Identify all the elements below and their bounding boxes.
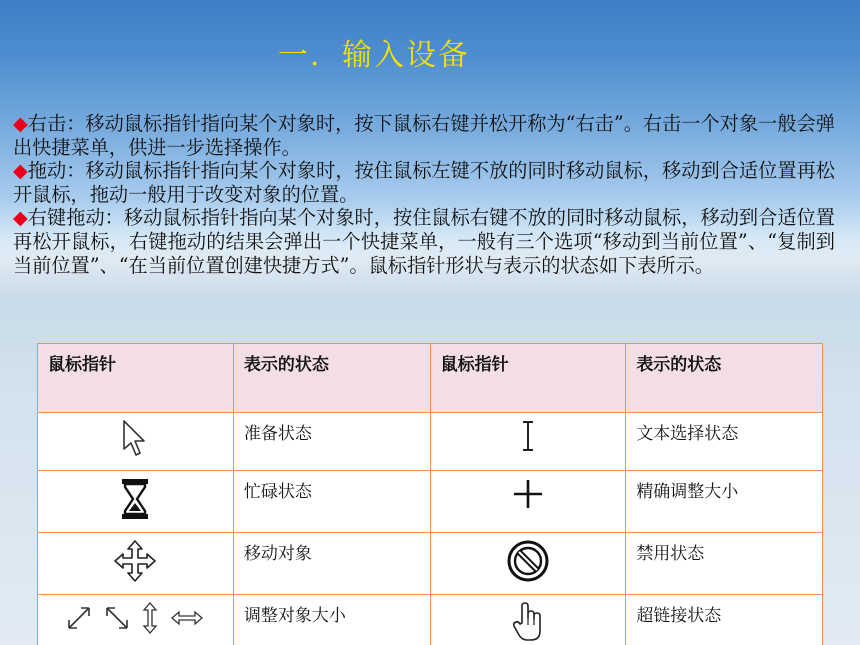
table-row bbox=[38, 413, 823, 471]
vertical-resize-icon bbox=[142, 601, 158, 640]
move-arrows-icon bbox=[113, 539, 157, 588]
horizontal-resize-icon bbox=[170, 610, 204, 631]
body-text bbox=[13, 112, 835, 277]
bullet-diamond-icon: ◆ bbox=[13, 112, 28, 135]
header-pointer-2: 鼠标指针 bbox=[430, 344, 626, 413]
header-state-1: 表示的状态 bbox=[233, 344, 430, 413]
hand-pointer-icon bbox=[511, 601, 545, 645]
table-row bbox=[38, 595, 823, 645]
pointer-cell bbox=[38, 471, 234, 533]
state-cell: 禁用状态 bbox=[626, 533, 823, 595]
table-header-row bbox=[38, 344, 823, 413]
bullet-diamond-icon: ◆ bbox=[13, 159, 28, 183]
pointer-cell bbox=[38, 413, 234, 471]
pointer-cell bbox=[430, 413, 626, 471]
state-cell: 忙碌状态 bbox=[233, 471, 430, 533]
diagonal-resize-ne-icon bbox=[66, 605, 92, 636]
paragraph-drag: 拖动：移动鼠标指针指向某个对象时，按住鼠标左键不放的同时移动鼠标，移动到合适位置再松开鼠标，拖动一般用于改变对象的位置。 bbox=[13, 159, 835, 206]
i-beam-icon bbox=[518, 419, 538, 458]
paragraph-right-click: 右击：移动鼠标指针指向某个对象时，按下鼠标右键并松开称为“右击”。右击一个对象一般会弹出快捷菜单，供进一步选择操作。 bbox=[13, 112, 835, 159]
state-cell: 文本选择状态 bbox=[626, 413, 823, 471]
bullet-diamond-icon: ◆ bbox=[13, 206, 28, 230]
state-cell: 准备状态 bbox=[233, 413, 430, 471]
pointer-cell bbox=[430, 595, 626, 645]
table-row bbox=[38, 533, 823, 595]
paragraph-right-drag: 右键拖动：移动鼠标指针指向某个对象时，按住鼠标右键不放的同时移动鼠标，移动到合适位置再松开鼠标，右键拖动的结果会弹出一个快捷菜单，一般有三个选项“移动到当前位置”、“复制到当前位置”、“在当前位置创建快捷方式”。鼠标指针形状与表示的状态如下表所示。 bbox=[13, 206, 835, 277]
header-state-2: 表示的状态 bbox=[626, 344, 823, 413]
crosshair-icon bbox=[511, 477, 545, 516]
state-cell: 超链接状态 bbox=[626, 595, 823, 645]
slide-title: 一．输入设备 bbox=[278, 38, 470, 73]
state-cell: 调整对象大小 bbox=[233, 595, 430, 645]
state-cell: 精确调整大小 bbox=[626, 471, 823, 533]
table-row bbox=[38, 471, 823, 533]
unavailable-icon bbox=[506, 539, 550, 588]
pointer-cell bbox=[430, 471, 626, 533]
state-cell: 移动对象 bbox=[233, 533, 430, 595]
pointer-cell bbox=[38, 533, 234, 595]
header-pointer-1: 鼠标指针 bbox=[38, 344, 234, 413]
pointer-cell bbox=[38, 595, 234, 645]
diagonal-resize-nw-icon bbox=[104, 605, 130, 636]
arrow-pointer-icon bbox=[120, 419, 150, 464]
hourglass-icon bbox=[118, 477, 152, 526]
pointer-cell bbox=[430, 533, 626, 595]
cursor-table bbox=[37, 343, 823, 645]
